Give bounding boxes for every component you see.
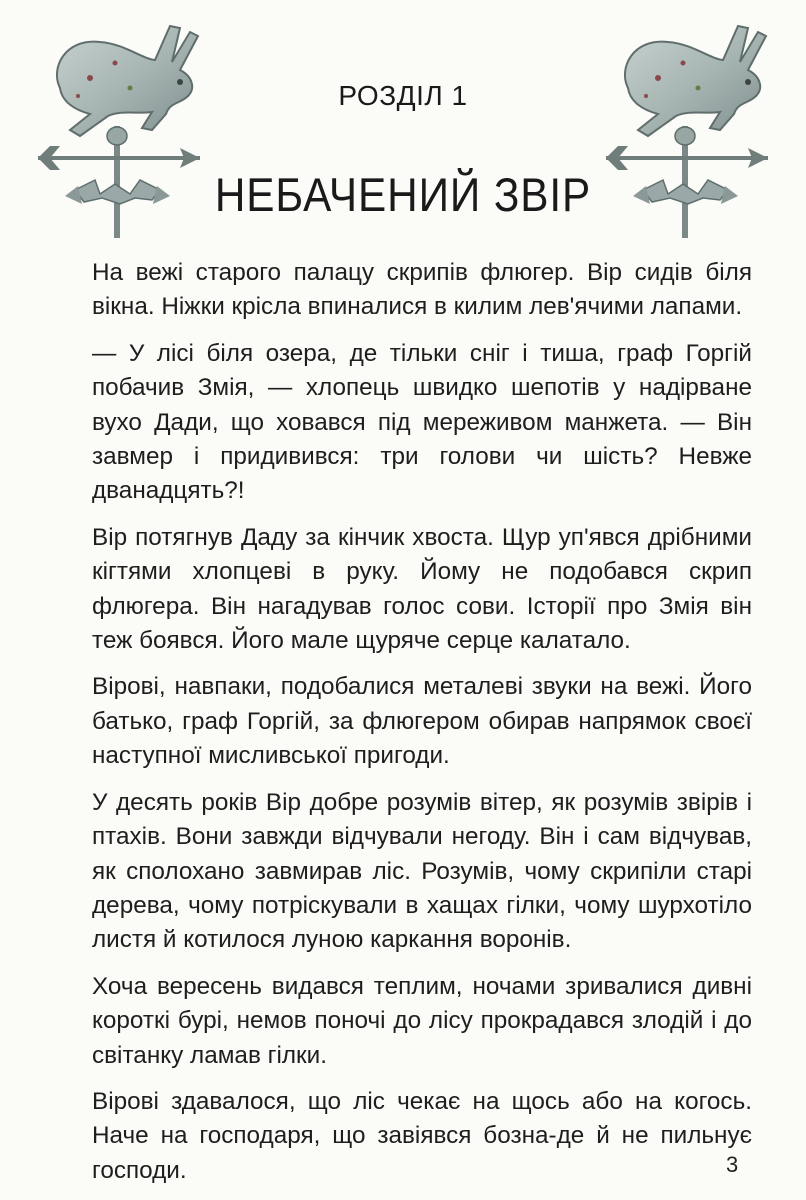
paragraph: Вірові здавалося, що ліс чекає на щось або на когось. Наче на господаря, що завіявся бозна-де й не пильнує господи.	[92, 1087, 752, 1184]
page-number: 3	[726, 1152, 739, 1177]
body-text	[92, 256, 752, 1200]
paragraph: На вежі старого палацу скрипів флюгер. Вір сидів біля вікна. Ніжки крісла впиналися в килим лев'ячими лапами.	[92, 259, 752, 321]
hare-weathervane-icon	[588, 18, 788, 238]
paragraph: У десять років Вір добре розумів вітер, як розумів звірів і птахів. Вони завжди відчували негоду. Він і сам відчував, як сполохано завмирав ліс. Розумів, чому скрипіли старі дерева, чому потріскували в хащах гілки, чому шурхотіло листя й котилося луною каркання воронів.	[92, 788, 752, 954]
hare-weathervane-icon	[20, 18, 220, 238]
chapter-title: НЕБАЧЕНИЙ ЗВІР	[214, 168, 592, 222]
paragraph: Хоча вересень видався теплим, ночами зривалися дивні короткі бурі, немов поночі до лісу прокрадався злодій і до світанку ламав гілки.	[92, 972, 752, 1069]
chapter-label: РОЗДІЛ 1	[338, 80, 468, 111]
paragraph: — У лісі біля озера, де тільки сніг і тиша, граф Горгій побачив Змія, — хлопець швидко шепотів у надірване вухо Дади, що ховався під мереживом манжета. — Він завмер і придивився: три голови чи шість? Невже дванадцять?!	[92, 339, 752, 505]
paragraph: Вірові, навпаки, подобалися металеві звуки на вежі. Його батько, граф Горгій, за флюгером обирав напрямок своєї наступної мисливської пригоди.	[92, 673, 752, 770]
paragraph: Вір потягнув Даду за кінчик хвоста. Щур уп'явся дрібними кігтями хлопцеві в руку. Йому не подобався скрип флюгера. Він нагадував голос сови. Історії про Змія він теж боявся. Його мале щуряче серце калатало.	[92, 523, 752, 655]
